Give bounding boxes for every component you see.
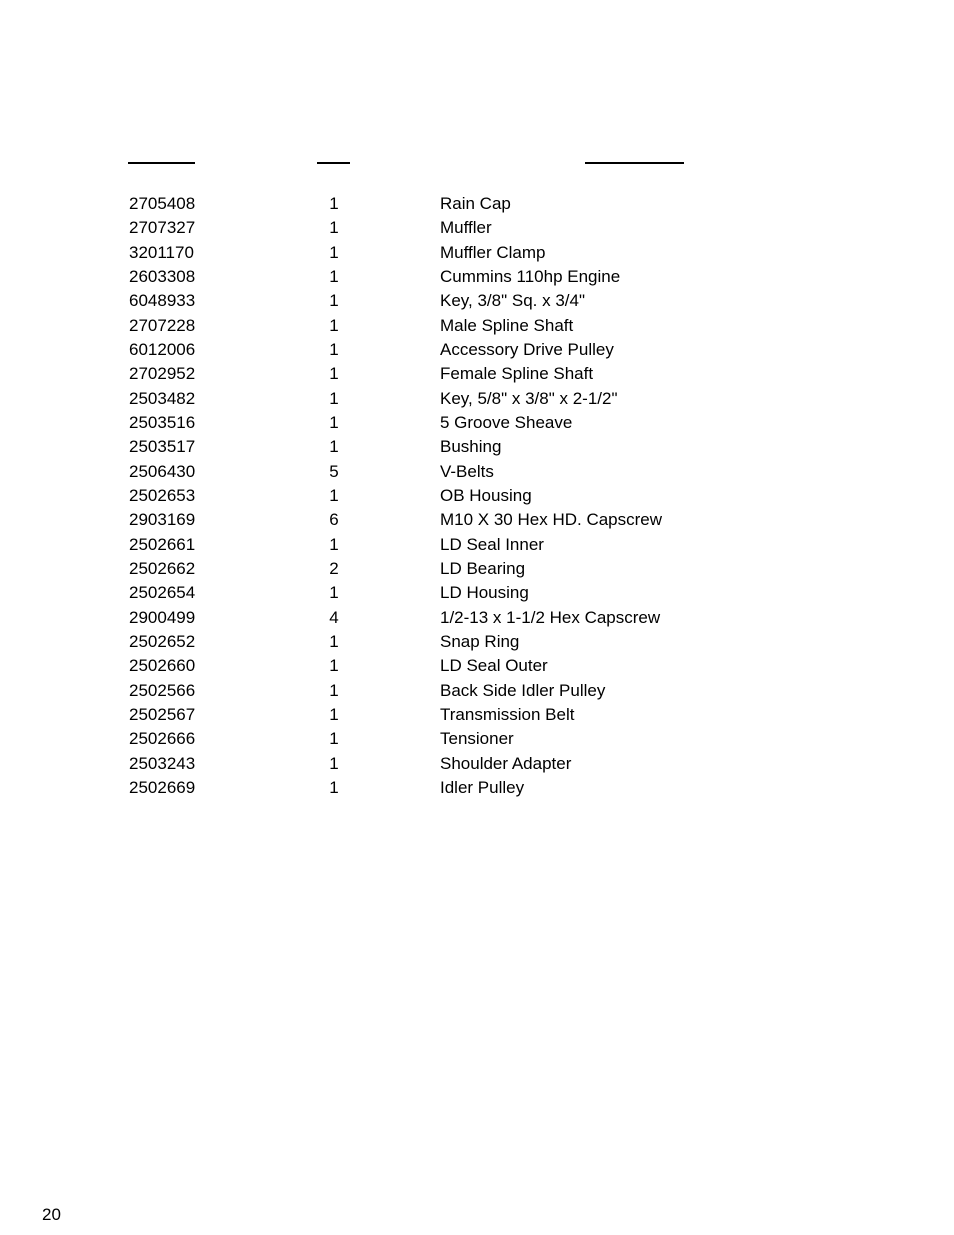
part-number: 2900499 bbox=[129, 607, 196, 627]
description: Transmission Belt bbox=[440, 704, 575, 724]
part-number: 2502653 bbox=[129, 485, 196, 505]
table-row bbox=[0, 630, 954, 654]
quantity: 1 bbox=[329, 412, 339, 432]
part-number: 2502567 bbox=[129, 704, 196, 724]
description: LD Seal Inner bbox=[440, 534, 544, 554]
description: Back Side Idler Pulley bbox=[440, 680, 606, 700]
table-row bbox=[0, 752, 954, 776]
table-row bbox=[0, 508, 954, 532]
table-row bbox=[0, 484, 954, 508]
table-row bbox=[0, 557, 954, 581]
quantity: 1 bbox=[329, 729, 339, 749]
quantity: 1 bbox=[329, 753, 339, 773]
quantity: 1 bbox=[329, 315, 339, 335]
table-row bbox=[0, 338, 954, 362]
part-number: 2502566 bbox=[129, 680, 196, 700]
part-number: 2503243 bbox=[129, 753, 196, 773]
table-row bbox=[0, 606, 954, 630]
description: V-Belts bbox=[440, 461, 494, 481]
part-number: 2502669 bbox=[129, 777, 196, 797]
description: 5 Groove Sheave bbox=[440, 412, 573, 432]
table-row bbox=[0, 411, 954, 435]
parts-list bbox=[0, 192, 954, 800]
table-row bbox=[0, 314, 954, 338]
description: Key, 3/8" Sq. x 3/4" bbox=[440, 291, 585, 311]
quantity: 1 bbox=[329, 194, 339, 213]
part-number: 2707228 bbox=[129, 315, 196, 335]
part-number: 2502666 bbox=[129, 729, 196, 749]
part-number: 2603308 bbox=[129, 266, 196, 286]
description: 1/2-13 x 1-1/2 Hex Capscrew bbox=[440, 607, 661, 627]
description: Shoulder Adapter bbox=[440, 753, 572, 773]
description: Rain Cap bbox=[440, 194, 511, 213]
part-number: 2903169 bbox=[129, 510, 196, 530]
quantity: 1 bbox=[329, 777, 339, 797]
part-number: 2503482 bbox=[129, 388, 196, 408]
quantity: 1 bbox=[329, 388, 339, 408]
quantity: 6 bbox=[329, 510, 339, 530]
quantity: 1 bbox=[329, 266, 339, 286]
table-row bbox=[0, 776, 954, 800]
part-number: 6048933 bbox=[129, 291, 196, 311]
table-row bbox=[0, 216, 954, 240]
quantity: 2 bbox=[329, 558, 339, 578]
table-row bbox=[0, 703, 954, 727]
quantity: 1 bbox=[329, 242, 339, 262]
part-number: 2502661 bbox=[129, 534, 196, 554]
description: OB Housing bbox=[440, 485, 532, 505]
quantity: 1 bbox=[329, 704, 339, 724]
description: Idler Pulley bbox=[440, 777, 525, 797]
table-row bbox=[0, 435, 954, 459]
table-row bbox=[0, 654, 954, 678]
quantity: 1 bbox=[329, 631, 339, 651]
table-row bbox=[0, 533, 954, 557]
quantity: 5 bbox=[329, 461, 339, 481]
description: Cummins 110hp Engine bbox=[440, 266, 621, 286]
quantity: 1 bbox=[329, 485, 339, 505]
quantity: 1 bbox=[329, 291, 339, 311]
description: Tensioner bbox=[440, 729, 514, 749]
part-number: 2503517 bbox=[129, 437, 196, 457]
description: LD Bearing bbox=[440, 558, 526, 578]
quantity: 1 bbox=[329, 534, 339, 554]
part-number: 2503516 bbox=[129, 412, 196, 432]
quantity: 1 bbox=[329, 364, 339, 384]
part-number: 2702952 bbox=[129, 364, 196, 384]
description-column-rule bbox=[585, 162, 684, 164]
description: Muffler bbox=[440, 218, 492, 238]
table-row bbox=[0, 362, 954, 386]
part-number: 2502654 bbox=[129, 583, 196, 603]
quantity: 1 bbox=[329, 583, 339, 603]
table-row bbox=[0, 289, 954, 313]
part-number: 2705408 bbox=[129, 194, 196, 213]
quantity: 1 bbox=[329, 680, 339, 700]
table-row bbox=[0, 241, 954, 265]
table-row bbox=[0, 387, 954, 411]
description: Accessory Drive Pulley bbox=[440, 339, 614, 359]
description: Bushing bbox=[440, 437, 502, 457]
description: Male Spline Shaft bbox=[440, 315, 574, 335]
part-number: 3201170 bbox=[129, 242, 194, 262]
part-number: 2707327 bbox=[129, 218, 196, 238]
description: Snap Ring bbox=[440, 631, 520, 651]
table-row bbox=[0, 581, 954, 605]
part-number: 2506430 bbox=[129, 461, 196, 481]
part-number: 2502660 bbox=[129, 656, 196, 676]
quantity: 1 bbox=[329, 218, 339, 238]
page-number: 20 bbox=[42, 1205, 61, 1224]
description: Muffler Clamp bbox=[440, 242, 546, 262]
quantity: 1 bbox=[329, 656, 339, 676]
part-number-column-rule bbox=[128, 162, 195, 164]
description: LD Housing bbox=[440, 583, 529, 603]
quantity: 1 bbox=[329, 437, 339, 457]
quantity: 4 bbox=[329, 607, 339, 627]
part-number: 6012006 bbox=[129, 339, 196, 359]
table-row bbox=[0, 460, 954, 484]
description: LD Seal Outer bbox=[440, 656, 548, 676]
table-row bbox=[0, 265, 954, 289]
table-row bbox=[0, 727, 954, 751]
table-row bbox=[0, 679, 954, 703]
table-row bbox=[0, 192, 954, 216]
description: Female Spline Shaft bbox=[440, 364, 594, 384]
quantity-column-rule bbox=[317, 162, 350, 164]
quantity: 1 bbox=[329, 339, 339, 359]
description: M10 X 30 Hex HD. Capscrew bbox=[440, 510, 663, 530]
description: Key, 5/8" x 3/8" x 2-1/2" bbox=[440, 388, 618, 408]
part-number: 2502652 bbox=[129, 631, 196, 651]
part-number: 2502662 bbox=[129, 558, 196, 578]
